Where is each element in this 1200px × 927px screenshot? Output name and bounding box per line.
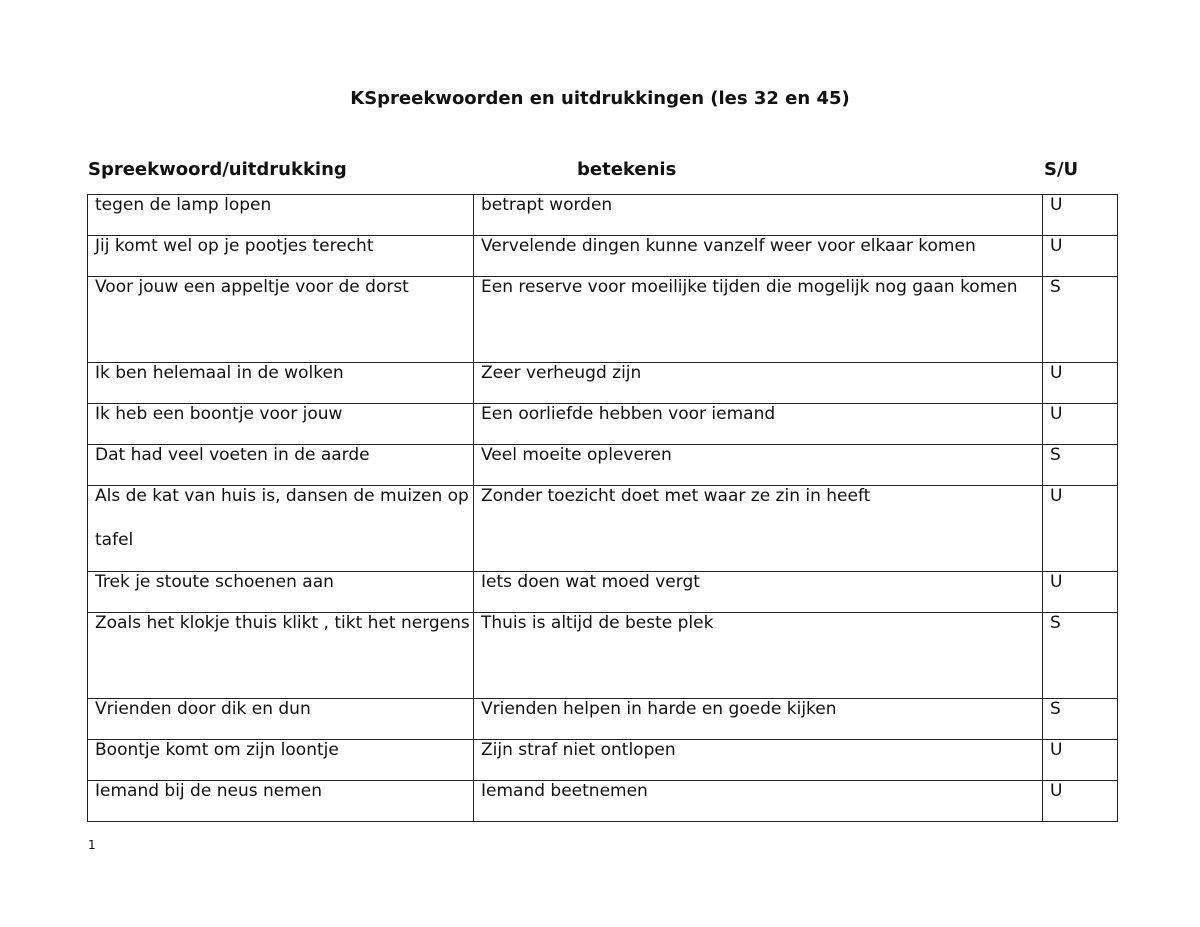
column-header-proverb: Spreekwoord/uitdrukking	[88, 159, 347, 180]
column-header-meaning: betekenis	[577, 159, 677, 180]
type-cell: U	[1043, 572, 1118, 613]
meaning-cell: Een reserve voor moeilijke tijden die mogelijk nog gaan komen	[474, 277, 1043, 363]
type-cell: S	[1043, 277, 1118, 363]
proverb-cell: Iemand bij de neus nemen	[88, 781, 474, 822]
type-cell: U	[1043, 740, 1118, 781]
type-cell: U	[1043, 404, 1118, 445]
meaning-cell: Vrienden helpen in harde en goede kijken	[474, 699, 1043, 740]
type-cell: U	[1043, 781, 1118, 822]
type-cell: S	[1043, 445, 1118, 486]
proverb-cell: Zoals het klokje thuis klikt , tikt het nergens	[88, 613, 474, 699]
proverb-cell: Trek je stoute schoenen aan	[88, 572, 474, 613]
type-cell: U	[1043, 486, 1118, 572]
proverb-cell: tegen de lamp lopen	[88, 195, 474, 236]
meaning-cell: Thuis is altijd de beste plek	[474, 613, 1043, 699]
meaning-cell: Zeer verheugd zijn	[474, 363, 1043, 404]
meaning-cell: Zonder toezicht doet met waar ze zin in heeft	[474, 486, 1043, 572]
proverb-cell: Vrienden door dik en dun	[88, 699, 474, 740]
footnote-marker: 1	[88, 838, 96, 852]
proverb-cell: Als de kat van huis is, dansen de muizen op tafel	[88, 486, 474, 572]
proverb-cell: Dat had veel voeten in de aarde	[88, 445, 474, 486]
meaning-cell: betrapt worden	[474, 195, 1043, 236]
type-cell: S	[1043, 613, 1118, 699]
table-row	[88, 277, 1118, 363]
table-row	[88, 781, 1118, 822]
meaning-cell: Vervelende dingen kunne vanzelf weer voor elkaar komen	[474, 236, 1043, 277]
column-header-type: S/U	[1044, 159, 1079, 180]
meaning-cell: Iets doen wat moed vergt	[474, 572, 1043, 613]
table-row	[88, 613, 1118, 699]
proverb-cell: Ik ben helemaal in de wolken	[88, 363, 474, 404]
table-row	[88, 486, 1118, 572]
meaning-cell: Iemand beetnemen	[474, 781, 1043, 822]
proverb-cell: Boontje komt om zijn loontje	[88, 740, 474, 781]
type-cell: S	[1043, 699, 1118, 740]
page-title: KSpreekwoorden en uitdrukkingen (les 32 en 45)	[350, 88, 850, 109]
meaning-cell: Een oorliefde hebben voor iemand	[474, 404, 1043, 445]
proverbs-table	[87, 194, 1118, 822]
meaning-cell: Veel moeite opleveren	[474, 445, 1043, 486]
type-cell: U	[1043, 195, 1118, 236]
type-cell: U	[1043, 236, 1118, 277]
meaning-cell: Zijn straf niet ontlopen	[474, 740, 1043, 781]
proverb-cell: Ik heb een boontje voor jouw	[88, 404, 474, 445]
proverb-cell: Voor jouw een appeltje voor de dorst	[88, 277, 474, 363]
type-cell: U	[1043, 363, 1118, 404]
proverb-cell: Jij komt wel op je pootjes terecht	[88, 236, 474, 277]
